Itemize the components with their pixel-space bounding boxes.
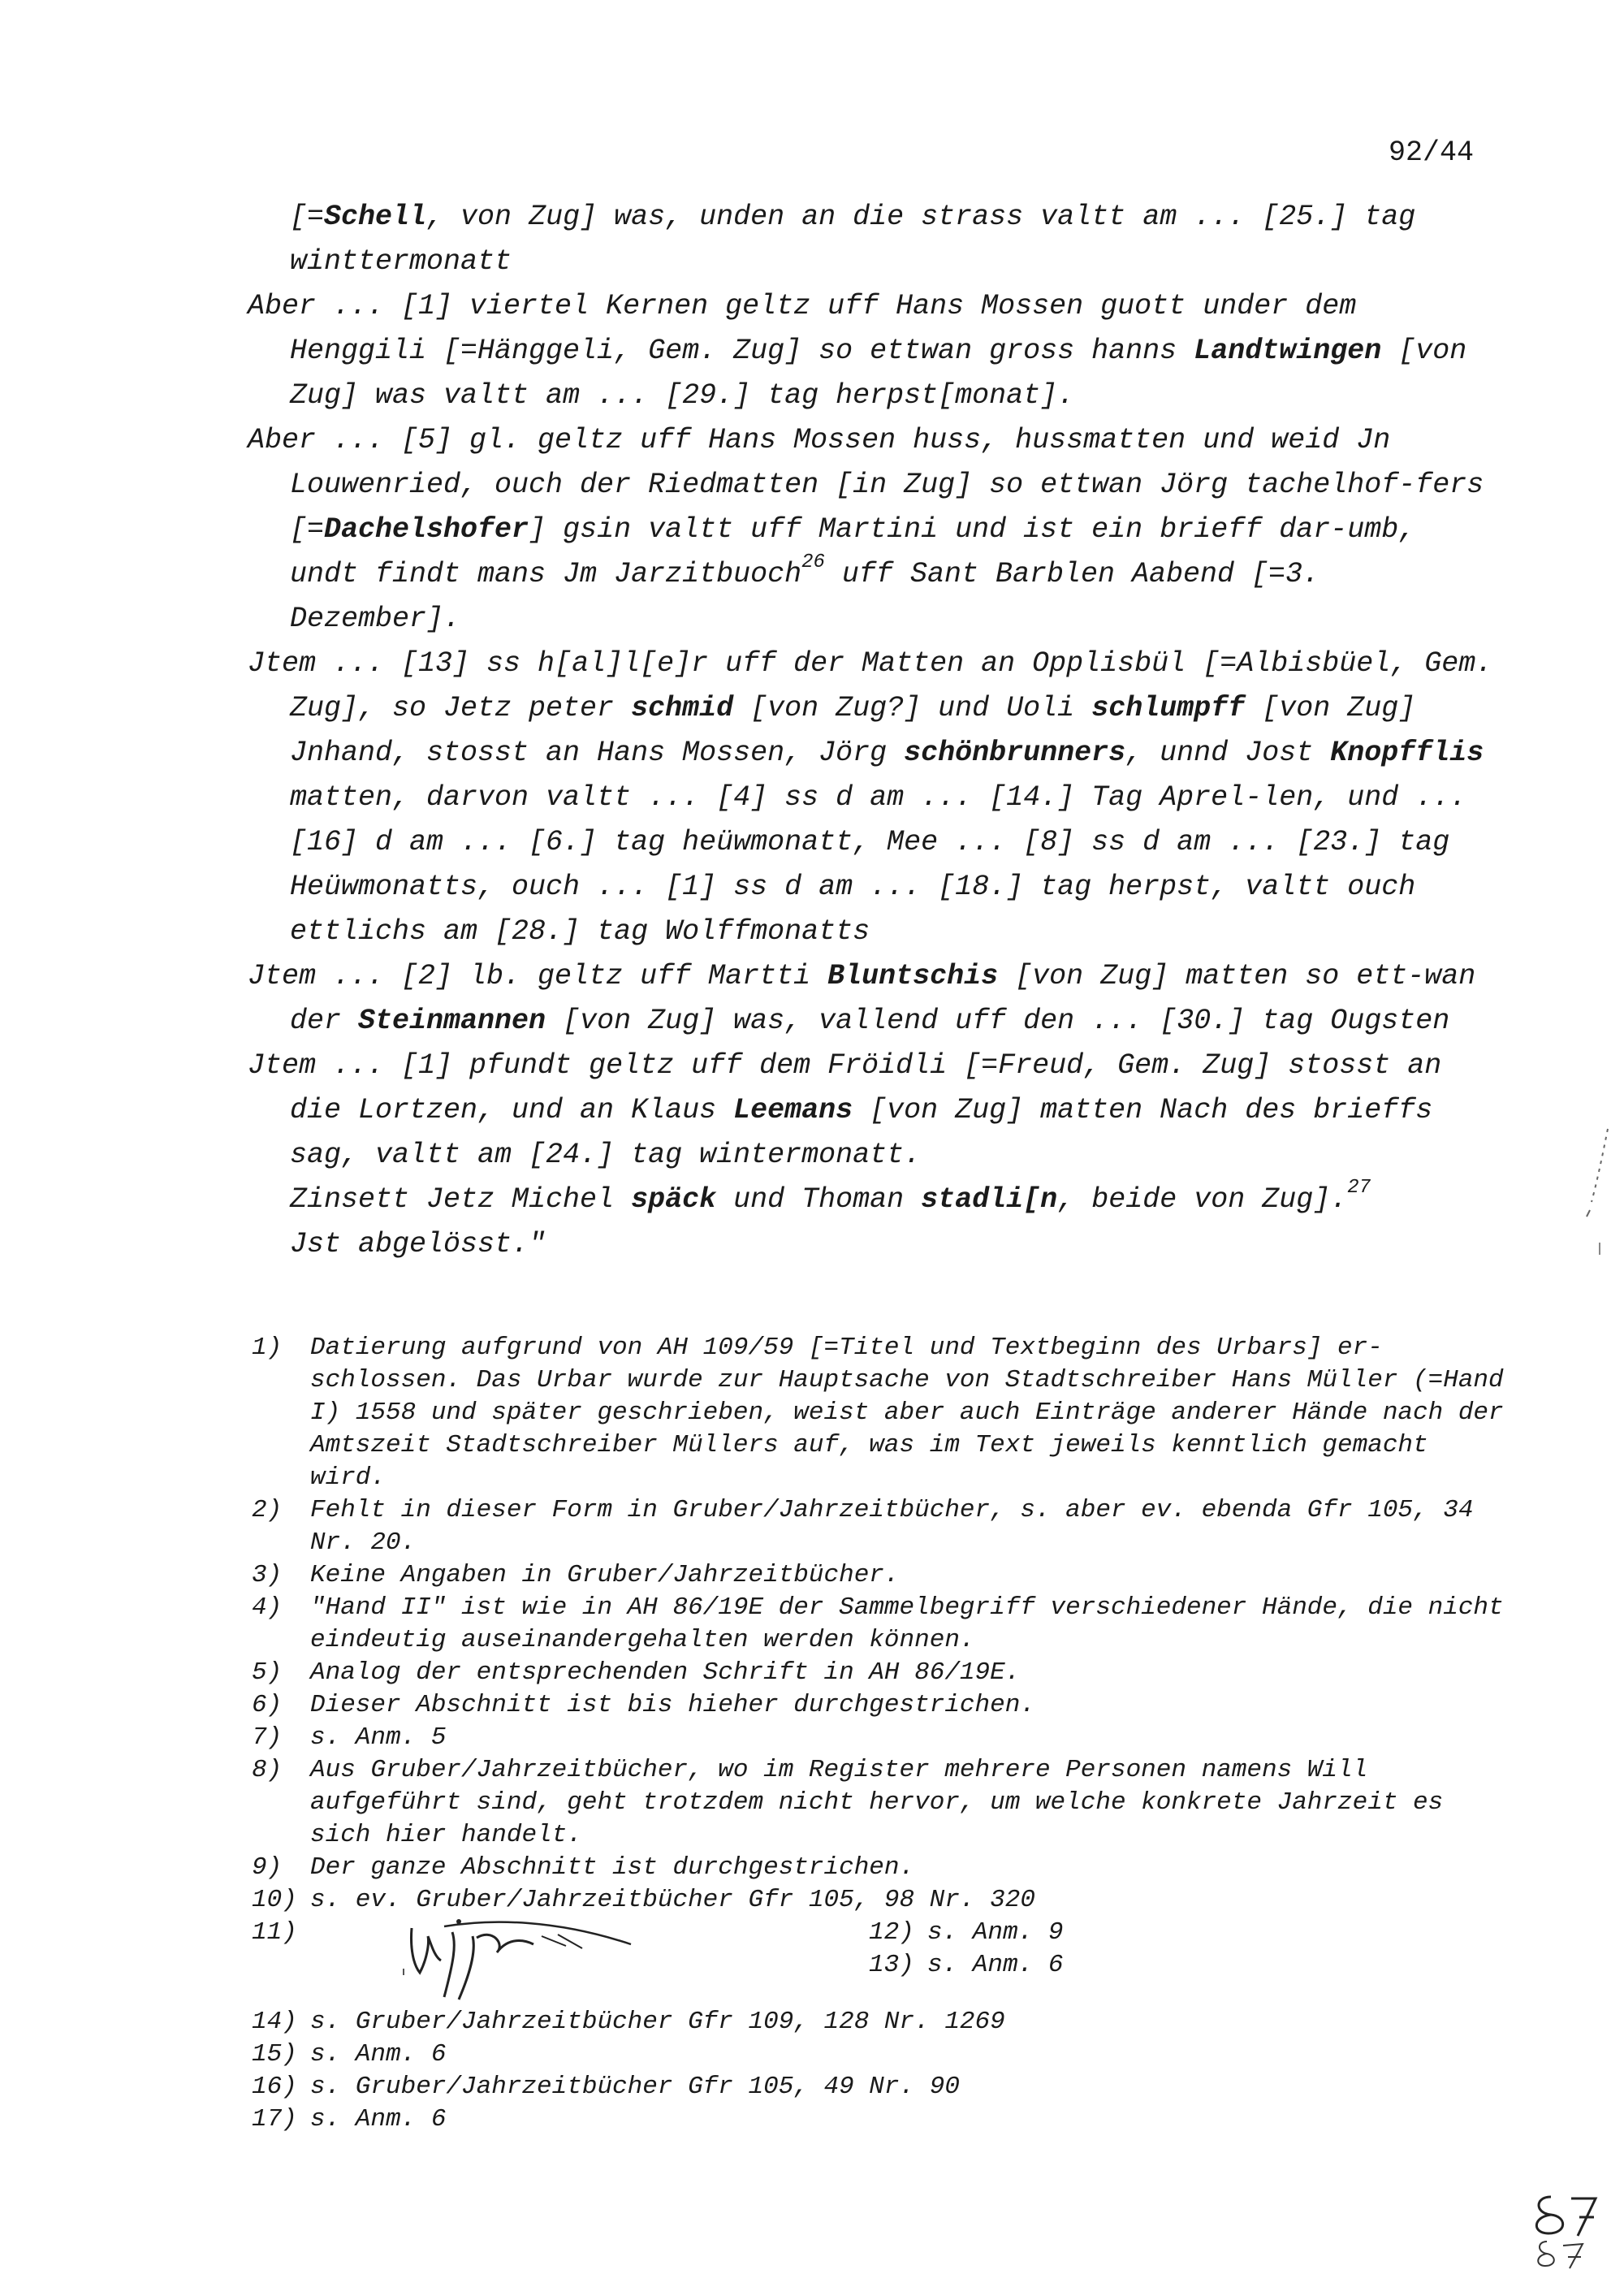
footnote-number: 14): [252, 2008, 297, 2036]
footnote-text: s. Anm. 5: [310, 1723, 447, 1752]
footnote: [252, 1754, 1510, 1852]
bold-name: schmid: [631, 692, 734, 724]
body-paragraph: [248, 1044, 1498, 1178]
footnote: [252, 1689, 1510, 1722]
text-run: Aber ... [5] gl. geltz uff Hans Mossen huss, hussmatten und weid Jn Louwenried, ouch der Riedmatten [in Zug] so ettwan Jörg tachelhof-fers [=: [248, 424, 1484, 546]
bold-name: späck: [631, 1183, 717, 1216]
footnote-number: 15): [252, 2040, 297, 2069]
bold-name: schönbrunners: [904, 737, 1126, 769]
footnote-number: 1): [252, 1334, 283, 1362]
footnote: [252, 1852, 1510, 1884]
body-paragraph: [248, 284, 1498, 418]
footnote-number: 12): [869, 1918, 914, 1947]
footnote: [252, 2103, 1510, 2136]
footnote-number: 17): [252, 2105, 297, 2134]
footnote-number: 4): [252, 1593, 283, 1622]
footnote-reference: 27: [1347, 1177, 1371, 1199]
footnote-12: [869, 1917, 1356, 1949]
footnote-text: Der ganze Abschnitt ist durchgestrichen.: [310, 1853, 915, 1882]
footnote-text: Aus Gruber/Jahrzeitbücher, wo im Register mehrere Personen namens Will aufgeführt sind, geht trotzdem nicht hervor, um welche konkrete Jahrzeit es sich hier handelt.: [310, 1756, 1444, 1849]
footnotes: [252, 1332, 1510, 2136]
footnote-number: 13): [869, 1951, 914, 1979]
footnote-text: Fehlt in dieser Form in Gruber/Jahrzeitbücher, s. aber ev. ebenda Gfr 105, 34 Nr. 20.: [310, 1496, 1474, 1557]
text-run: Zinsett Jetz Michel: [290, 1183, 632, 1216]
bold-name: Schell: [324, 201, 427, 233]
footnote-number: 5): [252, 1658, 283, 1687]
footnote-text: s. Gruber/Jahrzeitbücher Gfr 109, 128 Nr. 1269: [310, 2008, 1005, 2036]
footnote-text: s. Anm. 6: [310, 2105, 447, 2134]
body-text: [248, 195, 1498, 1267]
text-run: Jtem ... [1] pfundt geltz uff dem Fröidli [=Freud, Gem. Zug] stosst an die Lortzen, und an Klaus: [248, 1049, 1442, 1126]
text-run: , von Zug] was, unden an die strass valtt am ... [25.] tag winttermonatt: [290, 201, 1416, 278]
text-run: , unnd Jost: [1125, 737, 1331, 769]
footnote: [252, 1332, 1510, 1494]
footnote-text: "Hand II" ist wie in AH 86/19E der Sammelbegriff verschiedener Hände, die nicht eindeutig auseinandergehalten werden können.: [310, 1593, 1504, 1654]
text-run: [=: [290, 201, 325, 233]
footnote-text: s. Gruber/Jahrzeitbücher Gfr 105, 49 Nr. 90: [310, 2073, 960, 2101]
text-run: [von Zug] was valtt am ... [29.] tag herpst[monat].: [290, 335, 1467, 412]
text-run: [von Zug] matten Nach des brieffs sag, valtt am [24.] tag wintermonatt.: [290, 1094, 1433, 1171]
text-run: [von Zug] was, vallend uff den ... [30.] tag Ougsten: [546, 1005, 1450, 1037]
footnote-text: s. Anm. 6: [927, 1951, 1064, 1979]
footnote: [252, 1559, 1510, 1592]
footnote-text: Datierung aufgrund von AH 109/59 [=Titel und Textbeginn des Urbars] er-schlossen. Das Urbar wurde zur Hauptsache von Stadtschreiber Hans Müller (=Hand I) 1558 und später geschrieben, weist aber auch Einträge anderer Hände nach der Amtszeit Stadtschreiber Müllers auf, was im Text jeweils kenntlich gemacht wird.: [310, 1334, 1504, 1492]
footnote-row-11-13: [252, 1917, 1510, 1982]
bold-name: Knopfflis: [1330, 737, 1484, 769]
bold-name: Dachelshofer: [324, 513, 529, 546]
footnote-11: [252, 1917, 869, 1982]
body-paragraph: [248, 1178, 1498, 1222]
text-run: uff Sant Barblen Aabend [=3. Dezember].: [290, 558, 1320, 635]
signature-scribble-icon: [395, 1912, 663, 2001]
bold-name: Steinmannen: [358, 1005, 546, 1037]
body-paragraph: [248, 195, 1498, 284]
footnote-number: 11): [252, 1918, 297, 1947]
text-run: [von Zug?] und Uoli: [733, 692, 1092, 724]
text-run: , beide von Zug].: [1057, 1183, 1348, 1216]
footnote-text: s. Anm. 9: [927, 1918, 1064, 1947]
footnote: [252, 2071, 1510, 2103]
footnote-text: Analog der entsprechenden Schrift in AH 86/19E.: [310, 1658, 1021, 1687]
footnote-number: 7): [252, 1723, 283, 1752]
footnote-number: 10): [252, 1886, 297, 1914]
text-run: [von Zug] Jnhand, stosst an Hans Mossen, Jörg: [290, 692, 1416, 769]
footnote: [252, 1494, 1510, 1559]
text-run: ] gsin valtt uff Martini und ist ein brieff dar-umb, undt findt mans Jm Jarzitbuoch: [290, 513, 1416, 590]
footnote-reference: 26: [801, 551, 825, 573]
footnote: [252, 1722, 1510, 1754]
margin-mark-icon: [1583, 1121, 1616, 1267]
text-run: Jtem ... [13] ss h[al]l[e]r uff der Matten an Opplisbül [=Albisbüel, Gem. Zug], so Jetz peter: [248, 647, 1493, 724]
footnote-number: 3): [252, 1561, 283, 1589]
body-paragraph: [248, 1222, 1498, 1267]
bold-name: Landtwingen: [1194, 335, 1382, 367]
page-number: 92/44: [1389, 136, 1475, 169]
handwritten-page-number: [1531, 2189, 1604, 2270]
footnote-text: Keine Angaben in Gruber/Jahrzeitbücher.: [310, 1561, 900, 1589]
footnote-text: s. Anm. 6: [310, 2040, 447, 2069]
body-paragraph: [248, 418, 1498, 642]
bold-name: Bluntschis: [827, 960, 999, 992]
footnote: [252, 2006, 1510, 2038]
footnote-number: 2): [252, 1496, 283, 1524]
footnotes-12-13: [869, 1917, 1356, 1982]
footnote-13: [869, 1949, 1356, 1982]
text-run: und Thoman: [716, 1183, 922, 1216]
footnote-number: 9): [252, 1853, 283, 1882]
text-run: matten, darvon valtt ... [4] ss d am ... [14.] Tag Aprel-len, und ... [16] d am ... [6.] tag heüwmonatt, Mee ... [8] ss d am ... [23.] tag Heüwmonatts, ouch ... [1] ss d am ... [18.] tag herpst, valtt ouch ettlichs am [28.] tag Wolffmonatts: [290, 781, 1467, 948]
bold-name: Leemans: [733, 1094, 853, 1126]
text-run: Aber ... [1] viertel Kernen geltz uff Hans Mossen guott under dem Henggili [=Hänggeli, Gem. Zug] so ettwan gross hanns: [248, 290, 1357, 367]
footnote-number: 8): [252, 1756, 283, 1784]
body-paragraph: [248, 954, 1498, 1044]
footnote-text: s. ev. Gruber/Jahrzeitbücher Gfr 105, 98 Nr. 320: [310, 1886, 1035, 1914]
footnote-number: 16): [252, 2073, 297, 2101]
text-run: Jst abgelösst.": [290, 1228, 546, 1260]
footnote: [252, 1592, 1510, 1657]
bold-name: schlumpff: [1091, 692, 1246, 724]
text-run: Jtem ... [2] lb. geltz uff Martti: [248, 960, 828, 992]
bold-name: stadli[n: [921, 1183, 1058, 1216]
text-run: [von Zug] matten so ett-wan der: [290, 960, 1476, 1037]
footnote-number: 6): [252, 1691, 283, 1719]
footnote: [252, 1657, 1510, 1689]
handwritten-signature: [310, 1917, 869, 1980]
body-paragraph: [248, 642, 1498, 954]
footnote-text: Dieser Abschnitt ist bis hieher durchgestrichen.: [310, 1691, 1035, 1719]
footnote: [252, 2038, 1510, 2071]
